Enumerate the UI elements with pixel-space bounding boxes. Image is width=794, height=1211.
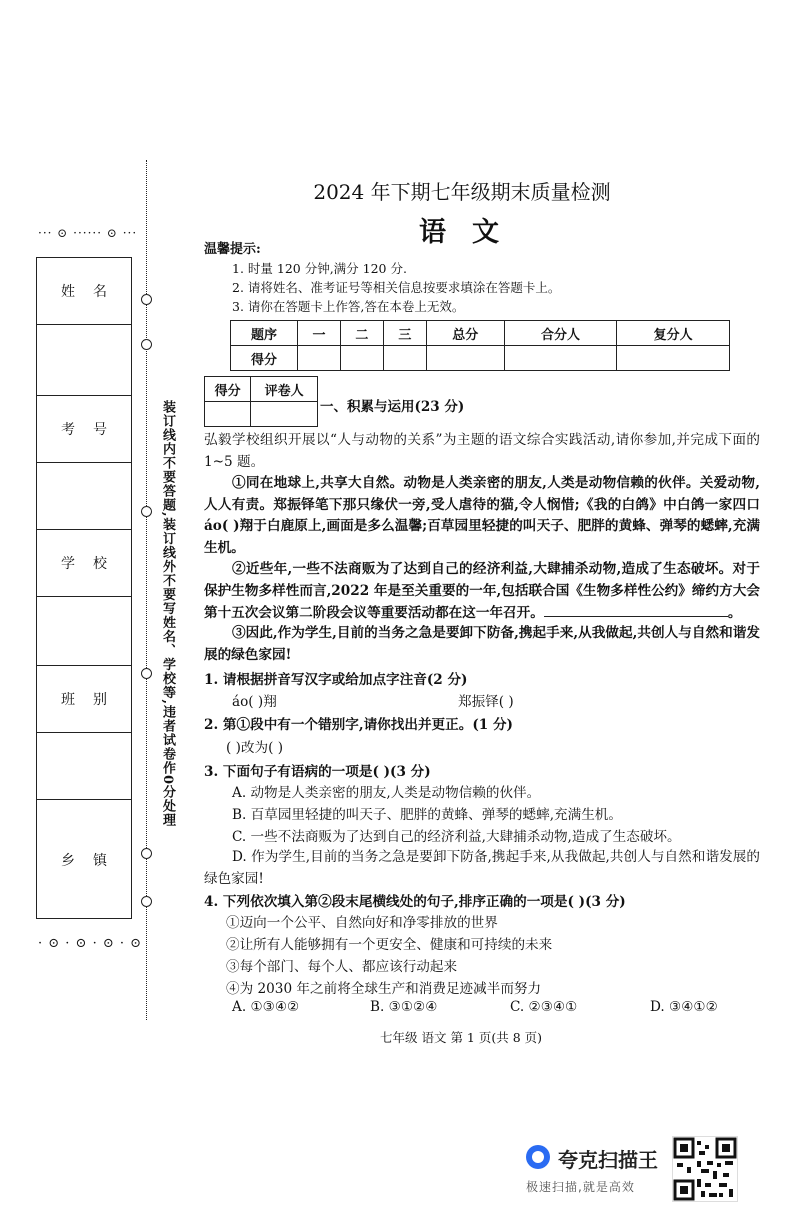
q1-char-answer[interactable]: 郑振铎( ) [458, 694, 514, 710]
q4-item-2: ②让所有人能够拥有一个更安全、健康和可持续的未来 [226, 937, 553, 953]
name-field[interactable] [37, 258, 131, 325]
passage-paragraph-2 [204, 559, 760, 625]
top-marks: ··· ⊙ ······ ⊙ ··· [38, 226, 138, 240]
grader-marker-cell[interactable] [251, 402, 318, 427]
fill-blank-line[interactable] [544, 602, 728, 617]
score-cell[interactable] [617, 346, 730, 371]
class-field[interactable] [37, 666, 131, 733]
score-header-cell: 三 [383, 321, 426, 346]
q3-option-d[interactable]: D. 作为学生,目前的当务之急是要卸下防备,携起手来,从我做起,共创人与自然和谐发展的绿色家园! [204, 849, 760, 887]
class-label: 班别 [61, 692, 125, 708]
q4-item-3: ③每个部门、每个人、都应该行动起来 [226, 959, 458, 975]
tip-3: 3. 请你在答题卡上作答,答在本卷上无效。 [232, 299, 465, 314]
subject-title: 语文 [419, 217, 525, 248]
score-header-cell: 总分 [426, 321, 504, 346]
score-cell[interactable] [426, 346, 504, 371]
binding-note: 装订线内不要答题,装订线外不要写姓名、学校等,违者试卷作0分处理 [160, 400, 175, 828]
q4-choice-c[interactable]: C. ②③④① [510, 999, 578, 1015]
question-4: 4. 下列依次填入第②段末尾横线处的句子,排序正确的一项是( )(3 分) [204, 894, 626, 910]
grader-header-marker: 评卷人 [251, 377, 318, 402]
student-info-box [36, 257, 132, 919]
score-table-header [231, 321, 730, 346]
binding-hole-4 [141, 668, 152, 679]
score-header-cell: 二 [340, 321, 383, 346]
score-cell[interactable] [298, 346, 341, 371]
school-label: 学校 [61, 556, 125, 572]
town-label: 乡镇 [61, 853, 125, 869]
section-heading: 一、积累与运用(23 分) [320, 399, 465, 415]
tip-1: 1. 时量 120 分钟,满分 120 分. [232, 261, 407, 276]
passage-paragraph-3: ③因此,作为学生,目前的当务之急是要卸下防备,携起手来,从我做起,共创人与自然和谐发展的绿色家园! [204, 625, 760, 663]
q2-answer-line[interactable]: ( )改为( ) [226, 740, 284, 756]
score-header-cell: 合分人 [504, 321, 617, 346]
score-row-label: 得分 [231, 346, 298, 371]
binding-hole-3 [141, 506, 152, 517]
town-field[interactable] [37, 800, 131, 920]
binding-hole-1 [141, 294, 152, 305]
score-cell[interactable] [383, 346, 426, 371]
score-table-row [231, 346, 730, 371]
exam-number-field[interactable] [37, 396, 131, 463]
score-cell[interactable] [504, 346, 617, 371]
q3-option-b[interactable]: B. 百草园里轻捷的叫天子、肥胖的黄蜂、弹琴的蟋蟀,充满生机。 [232, 807, 622, 823]
scanner-slogan: 极速扫描,就是高效 [526, 1180, 635, 1194]
passage-paragraph-2-text: ②近些年,一些不法商贩为了达到自己的经济利益,大肆捕杀动物,造成了生态破坏。对于保护生物多样性而言,2022 年是至关重要的一年,包括联合国《生物多样性公约》缔约方大会第十五次会议第二阶段会议等重要活动都在这一年召开。 [204, 561, 760, 621]
question-2: 2. 第①段中有一个错别字,请你找出并更正。(1 分) [204, 717, 513, 733]
tips-heading: 温馨提示: [204, 242, 261, 257]
score-header-cell: 一 [298, 321, 341, 346]
qr-code-icon[interactable] [672, 1136, 738, 1202]
score-header-cell: 题序 [231, 321, 298, 346]
grader-table [204, 376, 318, 427]
question-1: 1. 请根据拼音写汉字或给加点字注音(2 分) [204, 672, 468, 688]
binding-fold-line [146, 160, 147, 1020]
grader-score-cell[interactable] [205, 402, 251, 427]
binding-hole-6 [141, 896, 152, 907]
class-input-area[interactable] [37, 733, 131, 800]
q4-choice-d[interactable]: D. ③④①② [650, 999, 718, 1015]
section-intro: 弘毅学校组织开展以“人与动物的关系”为主题的语文综合实践活动,请你参加,并完成下面的 1~5 题。 [204, 432, 760, 470]
score-header-cell: 复分人 [617, 321, 730, 346]
q4-choice-b[interactable]: B. ③①②④ [370, 999, 438, 1015]
binding-hole-5 [141, 848, 152, 859]
bottom-marks: · ⊙ · ⊙ · ⊙ · ⊙ [38, 936, 143, 951]
name-input-area[interactable] [37, 325, 131, 396]
exam-number-input-area[interactable] [37, 463, 131, 530]
binding-hole-2 [141, 339, 152, 350]
q1-pinyin-answer[interactable]: áo( )翔 [232, 694, 277, 710]
q4-item-4: ④为 2030 年之前将全球生产和消费足迹减半而努力 [226, 981, 542, 997]
name-label: 姓名 [61, 284, 125, 300]
question-3: 3. 下面句子有语病的一项是( )(3 分) [204, 764, 431, 780]
passage-paragraph-1: ①同在地球上,共享大自然。动物是人类亲密的朋友,人类是动物信赖的伙伴。关爱动物,人人有责。郑振铎笔下那只缘伏一旁,受人虐待的猫,令人悯惜;《我的白鸽》中白鸽一家四口áo( )翔于白鹿原上,画面是多么温馨;百草园里轻捷的叫天子、肥胖的黄蜂、弹琴的蟋蟀,充满生机。 [204, 475, 760, 556]
exam-number-label: 考号 [61, 422, 125, 438]
score-cell[interactable] [340, 346, 383, 371]
q4-item-1: ①迈向一个公平、自然向好和净零排放的世界 [226, 915, 498, 931]
school-input-area[interactable] [37, 597, 131, 666]
page-footer: 七年级 语文 第 1 页(共 8 页) [380, 1030, 542, 1045]
scanner-app-name: 夸克扫描王 [558, 1148, 658, 1172]
grader-header-score: 得分 [205, 377, 251, 402]
exam-title: 2024 年下期七年级期末质量检测 [313, 180, 611, 204]
q3-option-a[interactable]: A. 动物是人类亲密的朋友,人类是动物信赖的伙伴。 [232, 785, 541, 801]
school-field[interactable] [37, 530, 131, 597]
scanner-logo-icon [526, 1145, 550, 1169]
passage-paragraph-2-end: 。 [727, 605, 742, 621]
q4-choice-a[interactable]: A. ①③④② [232, 999, 300, 1015]
score-table [230, 320, 730, 371]
q3-option-c[interactable]: C. 一些不法商贩为了达到自己的经济利益,大肆捕杀动物,造成了生态破坏。 [232, 829, 681, 845]
tip-2: 2. 请将姓名、准考证号等相关信息按要求填涂在答题卡上。 [232, 280, 561, 295]
